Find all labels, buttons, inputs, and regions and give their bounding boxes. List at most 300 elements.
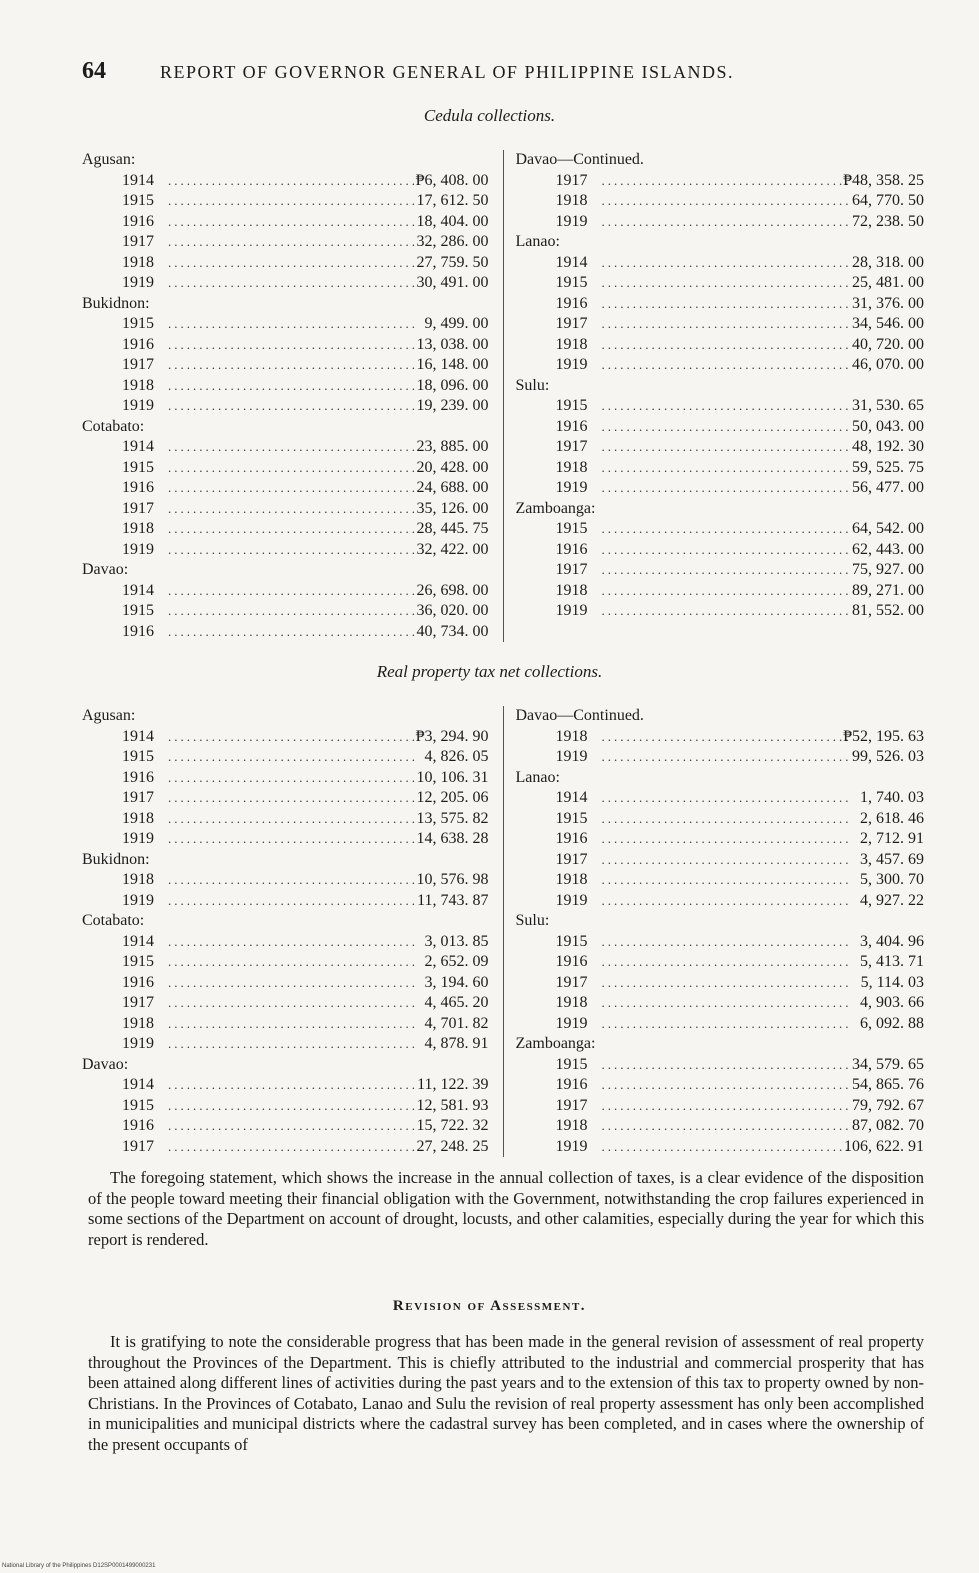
year-cell: 1919 <box>555 212 588 230</box>
leader-dots: ........................................ <box>168 275 418 290</box>
table-row <box>82 932 503 953</box>
amount-cell: ₱52, 195. 63 <box>843 727 924 745</box>
table-row <box>516 1096 925 1117</box>
leader-dots: ........................................ <box>168 1036 418 1051</box>
amount-cell: 34, 546. 00 <box>852 315 924 332</box>
table-row <box>82 273 503 294</box>
year-cell: 1917 <box>555 850 588 868</box>
province-heading: Cotabato: <box>82 417 145 435</box>
amount-cell: ₱48, 358. 25 <box>843 171 924 189</box>
amount-cell: 32, 422. 00 <box>416 540 489 558</box>
table-row <box>82 355 503 376</box>
leader-dots: ........................................ <box>601 541 852 557</box>
leader-dots: ........................................ <box>601 1015 852 1031</box>
amount-cell: 3, 013. 85 <box>424 932 489 950</box>
province-heading: Bukidnon: <box>82 294 150 312</box>
table-row <box>516 870 925 891</box>
cedula-right-column <box>504 150 925 642</box>
leader-dots: ........................................ <box>601 398 852 413</box>
year-cell: 1915 <box>122 748 154 765</box>
amount-cell: 62, 443. 00 <box>852 540 924 558</box>
table-row <box>516 355 925 376</box>
table-row <box>82 499 503 520</box>
amount-cell: 31, 530. 65 <box>852 397 924 414</box>
leader-dots: ........................................ <box>168 933 418 949</box>
year-cell: 1914 <box>122 581 154 599</box>
table-row <box>516 891 925 912</box>
page-number: 64 <box>82 58 106 84</box>
amount-cell: 34, 579. 65 <box>852 1055 924 1073</box>
year-cell: 1917 <box>122 1137 154 1155</box>
leader-dots: ........................................ <box>168 749 418 764</box>
leader-dots: ........................................ <box>601 1077 852 1092</box>
year-cell: 1918 <box>555 727 588 745</box>
leader-dots: ........................................ <box>601 275 852 290</box>
amount-cell: 25, 481. 00 <box>852 274 924 291</box>
leader-dots: ........................................ <box>601 480 852 495</box>
table-row <box>82 540 503 561</box>
year-cell: 1914 <box>122 438 154 455</box>
leader-dots: ........................................ <box>601 728 852 744</box>
leader-dots: ........................................ <box>601 974 852 990</box>
amount-cell: 32, 286. 00 <box>416 233 489 250</box>
table-row <box>82 437 503 458</box>
leader-dots: ........................................ <box>168 872 418 887</box>
table-row <box>516 747 925 768</box>
amount-cell: 5, 114. 03 <box>860 973 924 991</box>
year-cell: 1916 <box>555 953 588 970</box>
year-cell: 1917 <box>555 171 588 189</box>
year-cell: 1916 <box>122 1117 154 1134</box>
year-cell: 1918 <box>122 871 154 888</box>
table-row <box>82 1034 503 1055</box>
leader-dots: ........................................ <box>168 459 418 475</box>
table-row <box>82 519 503 540</box>
leader-dots: ........................................ <box>601 933 852 949</box>
year-cell: 1917 <box>555 1096 588 1114</box>
year-cell: 1916 <box>555 294 588 312</box>
table-row <box>82 396 503 417</box>
table-row <box>82 1137 503 1158</box>
amount-cell: ₱3, 294. 90 <box>415 727 489 745</box>
table-row <box>82 622 503 643</box>
paragraph-revision-text: It is gratifying to note the considerable progress that has been made in the general revision of assessment of real property throughout the Provinces of the Department. This is chiefly attributed to the industrial and commercial prosperity that has been attained along different lines of activities during the past years and to the extension of this tax to property owned by non-Christians. In the Provinces of Cotabato, Lanao and Sulu the revision of real property assessment has only been accomplished in municipalities and municipal districts where the cadastral survey has been completed, and in cases where the ownership of the present occupants of <box>88 1332 924 1454</box>
amount-cell: 54, 865. 76 <box>852 1076 924 1093</box>
leader-dots: ........................................ <box>601 1118 852 1133</box>
amount-cell: 36, 020. 00 <box>416 602 489 619</box>
amount-cell: 12, 581. 93 <box>416 1096 489 1114</box>
leader-dots: ........................................ <box>168 810 418 826</box>
year-cell: 1915 <box>122 192 154 209</box>
leader-dots: ........................................ <box>168 1097 418 1113</box>
amount-cell: 10, 106. 31 <box>416 768 489 786</box>
table-row <box>516 191 925 212</box>
year-cell: 1914 <box>122 1076 154 1093</box>
cedula-title: Cedula collections. <box>423 106 556 125</box>
paragraph-revision <box>88 1332 924 1455</box>
amount-cell: 3, 404. 96 <box>860 932 924 950</box>
amount-cell: 2, 618. 46 <box>860 809 924 827</box>
year-cell: 1918 <box>555 871 588 888</box>
province-heading: Bukidnon: <box>82 850 150 868</box>
leader-dots: ........................................ <box>601 418 852 434</box>
year-cell: 1916 <box>555 1076 588 1093</box>
table-row <box>82 171 503 192</box>
year-cell: 1916 <box>122 973 154 991</box>
amount-cell: 31, 376. 00 <box>852 294 924 312</box>
table-row <box>82 973 503 994</box>
realprop-title: Real property tax net collections. <box>376 662 603 681</box>
amount-cell: 2, 712. 91 <box>860 830 924 847</box>
year-cell: 1916 <box>555 540 588 558</box>
amount-cell: 20, 428. 00 <box>416 458 489 476</box>
amount-cell: 4, 878. 91 <box>424 1035 489 1052</box>
province-heading: Cotabato: <box>82 912 145 929</box>
table-row <box>516 932 925 953</box>
leader-dots: ........................................ <box>168 603 418 618</box>
province-heading: Sulu: <box>515 376 550 394</box>
year-cell: 1915 <box>122 315 154 332</box>
year-cell: 1917 <box>122 994 154 1011</box>
year-cell: 1916 <box>555 417 588 435</box>
year-cell: 1916 <box>122 335 154 353</box>
leader-dots: ........................................ <box>601 790 852 805</box>
leader-dots: ........................................ <box>168 995 418 1010</box>
leader-dots: ........................................ <box>601 749 852 764</box>
table-row <box>82 1096 503 1117</box>
leader-dots: ........................................ <box>601 954 852 969</box>
table-row <box>516 1137 925 1158</box>
leader-dots: ........................................ <box>168 500 418 516</box>
year-cell: 1917 <box>555 438 588 455</box>
year-cell: 1914 <box>122 932 154 950</box>
year-cell: 1919 <box>555 356 588 373</box>
table-row <box>516 560 925 581</box>
year-cell: 1919 <box>555 748 588 765</box>
paragraph-tax-increase <box>88 1168 924 1250</box>
table-row <box>82 829 503 850</box>
table-row <box>516 417 925 438</box>
year-cell: 1919 <box>555 891 588 909</box>
province-heading: Davao—Continued. <box>515 151 644 168</box>
province-heading: Lanao: <box>515 768 560 786</box>
table-row <box>82 191 503 212</box>
amount-cell: 4, 465. 20 <box>424 994 489 1011</box>
leader-dots: ........................................ <box>601 1097 852 1113</box>
year-cell: 1915 <box>122 602 154 619</box>
province-heading: Agusan: <box>82 151 136 168</box>
amount-cell: 72, 238. 50 <box>852 212 924 230</box>
year-cell: 1917 <box>122 499 154 517</box>
table-row <box>516 314 925 335</box>
leader-dots: ........................................ <box>601 316 852 331</box>
running-title: REPORT OF GOVERNOR GENERAL OF PHILIPPINE ISLANDS. <box>160 62 734 82</box>
leader-dots: ........................................ <box>601 336 852 352</box>
year-cell: 1917 <box>555 973 588 991</box>
leader-dots: ........................................ <box>601 851 852 867</box>
table-row <box>516 1014 925 1035</box>
amount-cell: 30, 491. 00 <box>416 274 489 291</box>
year-cell: 1917 <box>555 561 588 578</box>
leader-dots: ........................................ <box>168 193 418 208</box>
year-cell: 1918 <box>122 1014 154 1032</box>
leader-dots: ........................................ <box>601 213 852 229</box>
table-row <box>516 581 925 602</box>
amount-cell: 1, 740. 03 <box>860 789 924 806</box>
year-cell: 1916 <box>122 479 154 496</box>
year-cell: 1919 <box>555 479 588 496</box>
province-heading: Agusan: <box>82 707 136 724</box>
year-cell: 1916 <box>122 768 154 786</box>
amount-cell: 87, 082. 70 <box>852 1117 924 1134</box>
table-row <box>516 273 925 294</box>
subheading-revision-of-assessment: Revision of Assessment. <box>392 1298 587 1314</box>
footer-credit: National Library of the Philippines D12SP0001499000231 <box>2 1563 156 1569</box>
year-cell: 1919 <box>122 830 154 847</box>
amount-cell: 2, 652. 09 <box>424 953 489 970</box>
table-row <box>82 788 503 809</box>
leader-dots: ........................................ <box>601 582 852 598</box>
amount-cell: 106, 622. 91 <box>844 1137 924 1155</box>
leader-dots: ........................................ <box>601 439 852 454</box>
leader-dots: ........................................ <box>601 521 852 536</box>
amount-cell: 18, 096. 00 <box>416 376 489 394</box>
amount-cell: 17, 612. 50 <box>416 192 489 209</box>
table-row <box>82 727 503 748</box>
table-row <box>516 973 925 994</box>
province-heading: Davao—Continued. <box>515 707 644 724</box>
cedula-left-column <box>82 150 504 642</box>
amount-cell: 89, 271. 00 <box>852 581 924 599</box>
leader-dots: ........................................ <box>168 1015 418 1031</box>
year-cell: 1914 <box>555 253 588 271</box>
year-cell: 1915 <box>555 397 588 414</box>
table-row <box>516 788 925 809</box>
table-row <box>516 727 925 748</box>
table-row <box>82 478 503 499</box>
amount-cell: 50, 043. 00 <box>852 417 924 435</box>
leader-dots: ........................................ <box>601 831 852 846</box>
leader-dots: ........................................ <box>168 213 418 229</box>
table-row <box>82 809 503 830</box>
table-row <box>82 212 503 233</box>
leader-dots: ........................................ <box>168 234 418 249</box>
leader-dots: ........................................ <box>168 728 418 744</box>
amount-cell: ₱6, 408. 00 <box>415 171 489 189</box>
table-row <box>82 768 503 789</box>
amount-cell: 10, 576. 98 <box>416 871 489 888</box>
table-row <box>516 478 925 499</box>
amount-cell: 18, 404. 00 <box>416 212 489 230</box>
amount-cell: 4, 701. 82 <box>424 1014 489 1032</box>
amount-cell: 16, 148. 00 <box>416 356 489 373</box>
leader-dots: ........................................ <box>601 1056 852 1072</box>
cedula-table <box>82 150 924 642</box>
table-row <box>82 335 503 356</box>
table-row <box>82 376 503 397</box>
table-row <box>82 1075 503 1096</box>
amount-cell: 56, 477. 00 <box>852 479 924 496</box>
table-row <box>516 519 925 540</box>
year-cell: 1919 <box>122 540 154 558</box>
year-cell: 1918 <box>555 335 588 353</box>
table-row <box>82 952 503 973</box>
year-cell: 1914 <box>122 727 154 745</box>
table-row <box>516 601 925 622</box>
table-row <box>82 314 503 335</box>
amount-cell: 4, 927. 22 <box>860 891 924 909</box>
leader-dots: ........................................ <box>168 377 418 393</box>
amount-cell: 4, 903. 66 <box>860 994 924 1011</box>
year-cell: 1918 <box>555 994 588 1011</box>
leader-dots: ........................................ <box>601 357 852 372</box>
table-row <box>516 809 925 830</box>
amount-cell: 46, 070. 00 <box>852 356 924 373</box>
province-heading: Davao: <box>82 1055 129 1073</box>
amount-cell: 3, 194. 60 <box>424 973 489 991</box>
paragraph-tax-increase-text: The foregoing statement, which shows the increase in the annual collection of taxes, is a clear evidence of the disposition of the people toward meeting their financial obligation with the Government, notwithstanding the crop failures experienced in some sections of the Department on account of drought, locusts, and other calamities, especially during the year for which this report is rendered. <box>88 1168 924 1249</box>
province-heading: Zamboanga: <box>515 1035 596 1052</box>
table-row <box>516 1075 925 1096</box>
table-row <box>82 601 503 622</box>
amount-cell: 59, 525. 75 <box>852 458 924 476</box>
table-row <box>516 540 925 561</box>
year-cell: 1915 <box>122 458 154 476</box>
table-row <box>516 171 925 192</box>
year-cell: 1919 <box>122 891 154 909</box>
amount-cell: 11, 122. 39 <box>417 1076 489 1093</box>
amount-cell: 64, 770. 50 <box>852 192 924 209</box>
leader-dots: ........................................ <box>601 892 852 908</box>
table-row <box>516 437 925 458</box>
leader-dots: ........................................ <box>168 172 418 188</box>
leader-dots: ........................................ <box>601 295 852 311</box>
table-row <box>82 870 503 891</box>
year-cell: 1918 <box>555 581 588 599</box>
year-cell: 1915 <box>555 274 588 291</box>
year-cell: 1915 <box>555 932 588 950</box>
amount-cell: 40, 734. 00 <box>416 622 489 640</box>
year-cell: 1915 <box>122 1096 154 1114</box>
year-cell: 1914 <box>122 171 154 189</box>
table-row <box>82 993 503 1014</box>
leader-dots: ........................................ <box>601 254 852 270</box>
year-cell: 1919 <box>555 1014 588 1032</box>
table-row <box>516 829 925 850</box>
leader-dots: ........................................ <box>168 623 418 639</box>
year-cell: 1919 <box>122 397 154 414</box>
year-cell: 1918 <box>555 458 588 476</box>
amount-cell: 14, 638. 28 <box>416 830 489 847</box>
leader-dots: ........................................ <box>601 1138 852 1154</box>
leader-dots: ........................................ <box>601 995 852 1010</box>
year-cell: 1918 <box>555 1117 588 1134</box>
year-cell: 1915 <box>555 809 588 827</box>
leader-dots: ........................................ <box>168 974 418 990</box>
year-cell: 1919 <box>555 1137 588 1155</box>
table-row <box>516 993 925 1014</box>
leader-dots: ........................................ <box>601 810 852 826</box>
year-cell: 1918 <box>122 809 154 827</box>
leader-dots: ........................................ <box>601 193 852 208</box>
year-cell: 1918 <box>122 253 154 271</box>
amount-cell: 75, 927. 00 <box>852 561 924 578</box>
table-row <box>516 1116 925 1137</box>
leader-dots: ........................................ <box>168 769 418 785</box>
year-cell: 1919 <box>555 602 588 619</box>
leader-dots: ........................................ <box>168 1138 418 1154</box>
leader-dots: ........................................ <box>168 790 418 805</box>
amount-cell: 27, 759. 50 <box>416 253 489 271</box>
year-cell: 1916 <box>555 830 588 847</box>
table-row <box>516 212 925 233</box>
leader-dots: ........................................ <box>168 336 418 352</box>
amount-cell: 12, 205. 06 <box>416 789 489 806</box>
realprop-right-column <box>504 706 925 1157</box>
table-row <box>82 1116 503 1137</box>
province-heading: Davao: <box>82 561 129 578</box>
year-cell: 1915 <box>555 520 588 537</box>
province-heading: Sulu: <box>515 912 550 929</box>
year-cell: 1917 <box>555 315 588 332</box>
leader-dots: ........................................ <box>601 603 852 618</box>
amount-cell: 28, 318. 00 <box>852 253 924 271</box>
amount-cell: 5, 413. 71 <box>860 953 924 970</box>
year-cell: 1914 <box>555 789 588 806</box>
leader-dots: ........................................ <box>601 562 852 577</box>
amount-cell: 4, 826. 05 <box>424 748 489 765</box>
leader-dots: ........................................ <box>168 316 418 331</box>
amount-cell: 3, 457. 69 <box>860 850 924 868</box>
table-row <box>82 458 503 479</box>
amount-cell: 28, 445. 75 <box>416 520 489 537</box>
amount-cell: 35, 126. 00 <box>416 499 489 517</box>
table-row <box>516 458 925 479</box>
amount-cell: 13, 038. 00 <box>416 335 489 353</box>
amount-cell: 11, 743. 87 <box>417 891 489 909</box>
amount-cell: 5, 300. 70 <box>860 871 924 888</box>
table-row <box>516 335 925 356</box>
leader-dots: ........................................ <box>601 172 852 188</box>
amount-cell: 24, 688. 00 <box>416 479 489 496</box>
year-cell: 1919 <box>122 1035 154 1052</box>
leader-dots: ........................................ <box>168 892 418 908</box>
leader-dots: ........................................ <box>601 872 852 887</box>
year-cell: 1916 <box>122 212 154 230</box>
table-row <box>82 891 503 912</box>
amount-cell: 64, 542. 00 <box>852 520 924 537</box>
leader-dots: ........................................ <box>168 398 418 413</box>
leader-dots: ........................................ <box>168 480 418 495</box>
table-row <box>82 581 503 602</box>
leader-dots: ........................................ <box>168 954 418 969</box>
table-row <box>82 253 503 274</box>
amount-cell: 48, 192. 30 <box>852 438 924 455</box>
year-cell: 1916 <box>122 622 154 640</box>
table-row <box>516 294 925 315</box>
realprop-left-column <box>82 706 504 1157</box>
leader-dots: ........................................ <box>168 254 418 270</box>
leader-dots: ........................................ <box>168 521 418 536</box>
table-row <box>516 396 925 417</box>
leader-dots: ........................................ <box>168 582 418 598</box>
leader-dots: ........................................ <box>168 357 418 372</box>
province-heading: Zamboanga: <box>515 499 596 517</box>
amount-cell: 19, 239. 00 <box>416 397 489 414</box>
amount-cell: 6, 092. 88 <box>860 1014 924 1032</box>
amount-cell: 81, 552. 00 <box>852 602 924 619</box>
year-cell: 1918 <box>122 376 154 394</box>
